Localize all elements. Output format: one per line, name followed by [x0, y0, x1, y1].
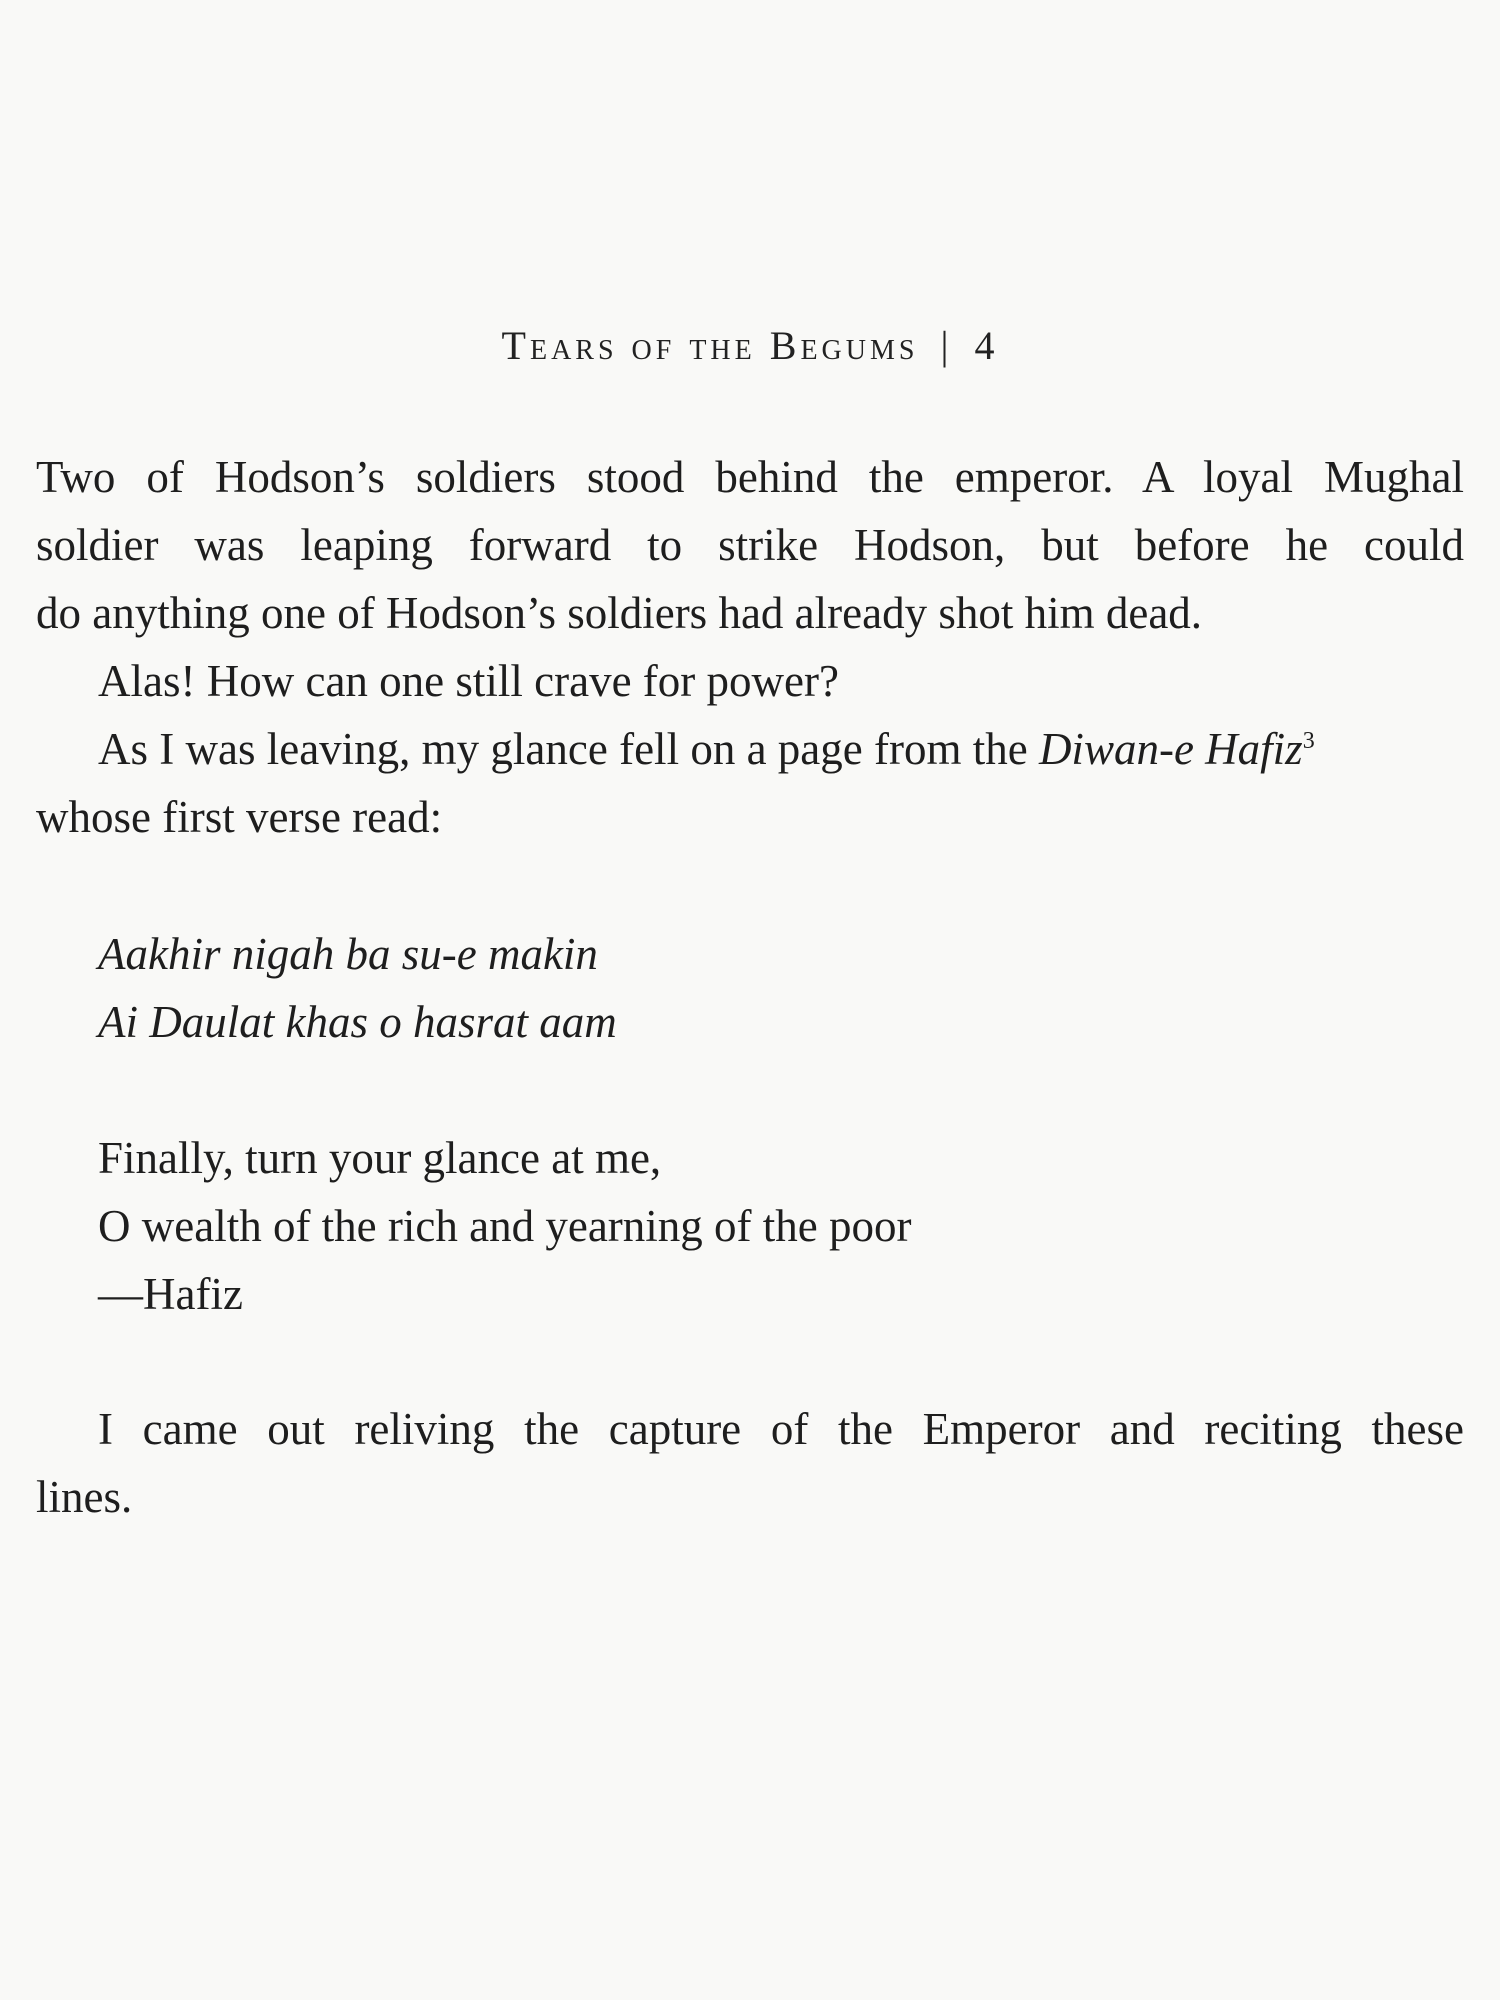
- paragraph-diwan: [36, 715, 1464, 851]
- verse-line: Finally, turn your glance at me,: [98, 1133, 662, 1183]
- verse-original: [98, 920, 617, 1056]
- verse-line: Ai Daulat khas o hasrat aam: [98, 997, 617, 1047]
- text-line: lines.: [36, 1472, 133, 1522]
- text-line: whose first verse read:: [36, 792, 443, 842]
- verse-attribution: —Hafiz: [98, 1269, 243, 1319]
- book-title-diwan-e-hafiz: Diwan-e Hafiz: [1038, 724, 1303, 774]
- text-line: do anything one of Hodson’s soldiers had already shot him dead.: [36, 588, 1203, 638]
- text-line: [36, 715, 1464, 783]
- running-head-separator: |: [940, 323, 953, 368]
- text-line: Two of Hodson’s soldiers stood behind the emperor. A loyal Mughal: [36, 452, 1464, 502]
- text-fragment: As I was leaving, my glance fell on a page from the: [98, 724, 1039, 774]
- paragraph-conclusion: [36, 1395, 1464, 1531]
- text-line: Alas! How can one still crave for power?: [98, 656, 839, 706]
- running-head: [0, 322, 1500, 369]
- verse-translation: [98, 1124, 911, 1328]
- text-line: I came out reliving the capture of the Emperor and reciting these: [98, 1404, 1464, 1454]
- text-line: soldier was leaping forward to strike Hodson, but before he could: [36, 520, 1464, 570]
- footnote-marker: 3: [1302, 728, 1315, 754]
- page-number: 4: [974, 323, 999, 368]
- verse-line: Aakhir nigah ba su-e makin: [98, 929, 598, 979]
- running-head-title: Tears of the Begums: [501, 323, 919, 368]
- paragraph-hodson: [36, 443, 1464, 647]
- verse-line: O wealth of the rich and yearning of the poor: [98, 1201, 912, 1251]
- paragraph-alas: [36, 647, 1464, 715]
